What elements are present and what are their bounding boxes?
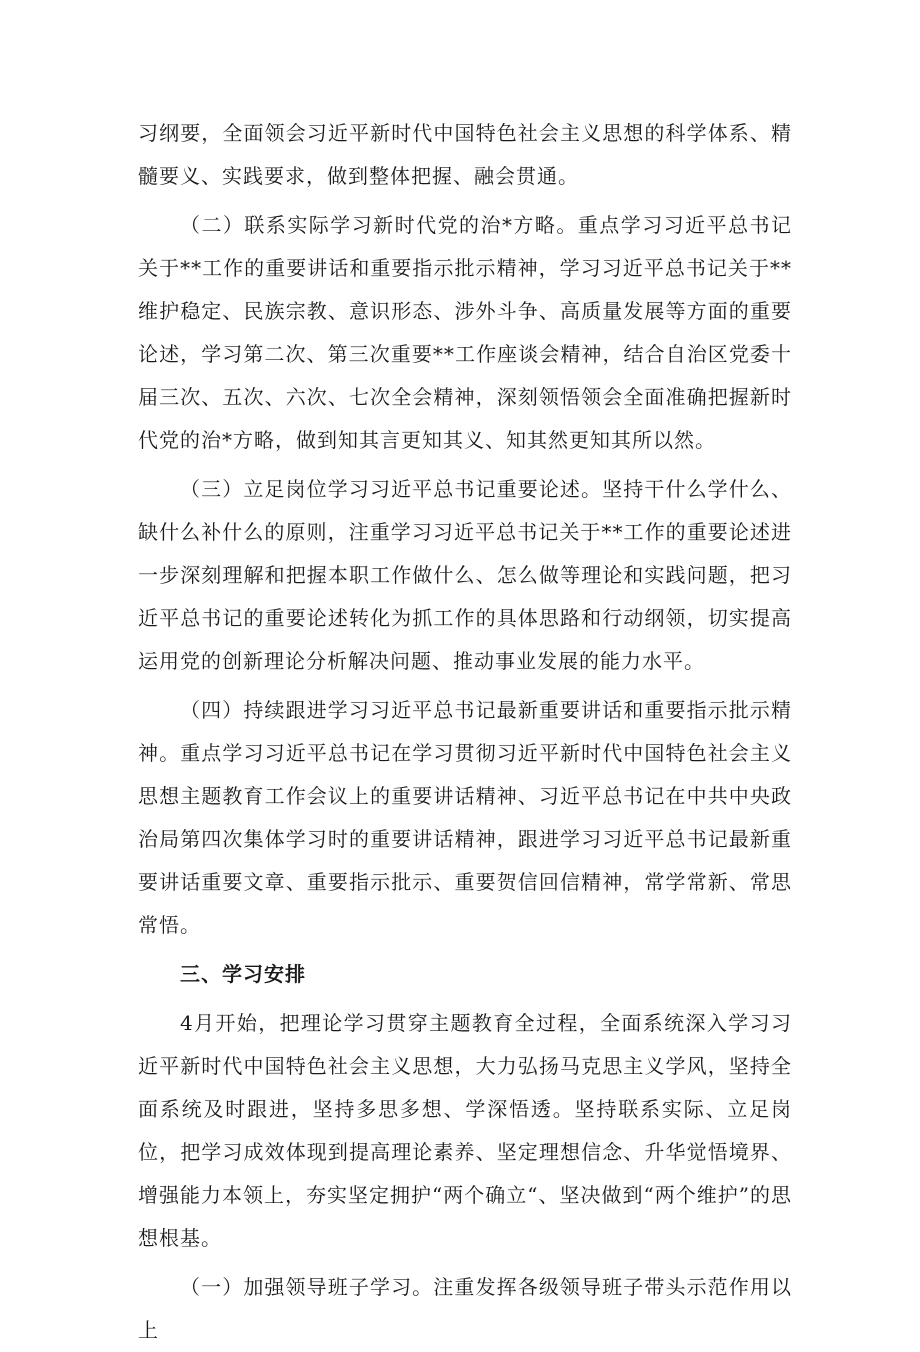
paragraph-arrangement-intro: 4月开始，把理论学习贯穿主题教育全过程，全面系统深入学习习近平新时代中国特色社会主义思想，大力弘扬马克思主义学风，坚持全面系统及时跟进，坚持多思多想、学深悟透。坚持联系实际、立足岗位，把学习成效体现到提高理论素养、坚定理想信念、升华觉悟境界、增强能力本领上，夯实坚定拥护“两个确立“、坚决做到“两个维护”的思想根基。	[138, 1011, 792, 1250]
paragraph-section-4: （四）持续跟进学习习近平总书记最新重要讲话和重要指示批示精神。重点学习习近平总书记在学习贯彻习近平新时代中国特色社会主义思想主题教育工作会议上的重要讲话精神、习近平总书记在中共中央政治局第四次集体学习时的重要讲话精神，跟进学习习近平总书记最新重要讲话重要文章、重要指示批示、重要贺信回信精神，常学常新、常思常悟。	[138, 698, 792, 937]
paragraph-arrangement-1: （一）加强领导班子学习。注重发挥各级领导班子带头示范作用以上	[138, 1275, 792, 1342]
section-heading: 三、学习安排	[180, 962, 306, 986]
paragraph-continuation: 习纲要，全面领会习近平新时代中国特色社会主义思想的科学体系、精髓要义、实践要求，做到整体把握、融会贯通。	[138, 121, 792, 188]
paragraph-section-3: （三）立足岗位学习习近平总书记重要论述。坚持干什么学什么、缺什么补什么的原则，注重学习习近平总书记关于**工作的重要论述进一步深刻理解和把握本职工作做什么、怎么做等理论和实践问题，把习近平总书记的重要论述转化为抓工作的具体思路和行动纲领，切实提高运用党的创新理论分析解决问题、推动事业发展的能力水平。	[138, 477, 792, 673]
paragraph-section-2: （二）联系实际学习新时代党的治*方略。重点学习习近平总书记关于**工作的重要讲话和重要指示批示精神，学习习近平总书记关于**维护稳定、民族宗教、意识形态、涉外斗争、高质量发展等方面的重要论述，学习第二次、第三次重要**工作座谈会精神，结合自治区党委十届三次、五次、六次、七次全会精神，深刻领悟领会全面准确把握新时代党的治*方略，做到知其言更知其义、知其然更知其所以然。	[138, 213, 792, 452]
document-body	[138, 112, 792, 1352]
